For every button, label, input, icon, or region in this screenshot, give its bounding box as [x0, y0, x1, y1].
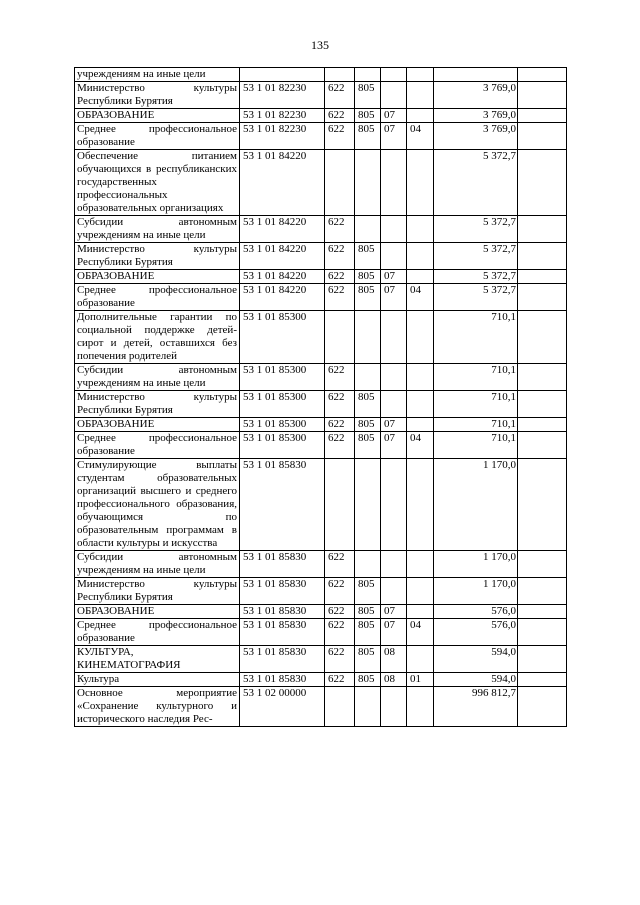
target-code-cell: 53 1 01 85830 [240, 646, 325, 673]
subsection-code-cell [407, 687, 434, 727]
row-name-cell: КУЛЬТУРА, КИНЕМАТОГРАФИЯ [75, 646, 240, 673]
section-code-cell [381, 364, 407, 391]
table-row [75, 123, 567, 150]
empty-cell [518, 578, 567, 605]
row-name-cell: Субсидии автономным учреждениям на иные цели [75, 216, 240, 243]
table-row [75, 82, 567, 109]
ministry-code-cell [355, 311, 381, 364]
budget-table [74, 67, 567, 727]
section-code-cell [381, 391, 407, 418]
ministry-code-cell: 805 [355, 82, 381, 109]
table-row [75, 270, 567, 284]
amount-cell [434, 68, 518, 82]
section-code-cell [381, 150, 407, 216]
expense-type-cell [325, 150, 355, 216]
target-code-cell: 53 1 01 85830 [240, 551, 325, 578]
target-code-cell: 53 1 01 84220 [240, 216, 325, 243]
ministry-code-cell: 805 [355, 284, 381, 311]
ministry-code-cell: 805 [355, 605, 381, 619]
target-code-cell: 53 1 01 82230 [240, 123, 325, 150]
ministry-code-cell: 805 [355, 432, 381, 459]
table-row [75, 284, 567, 311]
empty-cell [518, 109, 567, 123]
section-code-cell: 07 [381, 284, 407, 311]
subsection-code-cell [407, 270, 434, 284]
expense-type-cell: 622 [325, 578, 355, 605]
empty-cell [518, 82, 567, 109]
amount-cell: 5 372,7 [434, 284, 518, 311]
subsection-code-cell [407, 459, 434, 551]
row-name-cell: Субсидии автономным учреждениям на иные цели [75, 364, 240, 391]
row-name-cell: Министерство культуры Республики Бурятия [75, 82, 240, 109]
table-row [75, 432, 567, 459]
target-code-cell: 53 1 01 84220 [240, 243, 325, 270]
subsection-code-cell [407, 551, 434, 578]
expense-type-cell: 622 [325, 646, 355, 673]
subsection-code-cell [407, 216, 434, 243]
row-name-cell: Министерство культуры Республики Бурятия [75, 391, 240, 418]
subsection-code-cell: 04 [407, 619, 434, 646]
row-name-cell: Субсидии автономным учреждениям на иные цели [75, 551, 240, 578]
table-row [75, 687, 567, 727]
target-code-cell: 53 1 01 85830 [240, 605, 325, 619]
empty-cell [518, 311, 567, 364]
target-code-cell: 53 1 01 84220 [240, 284, 325, 311]
target-code-cell: 53 1 01 85300 [240, 391, 325, 418]
amount-cell: 996 812,7 [434, 687, 518, 727]
target-code-cell: 53 1 01 85300 [240, 418, 325, 432]
expense-type-cell: 622 [325, 418, 355, 432]
row-name-cell: Среднее профессиональное образование [75, 619, 240, 646]
subsection-code-cell [407, 68, 434, 82]
subsection-code-cell: 04 [407, 432, 434, 459]
expense-type-cell: 622 [325, 123, 355, 150]
expense-type-cell: 622 [325, 605, 355, 619]
target-code-cell: 53 1 01 84220 [240, 270, 325, 284]
amount-cell: 594,0 [434, 646, 518, 673]
ministry-code-cell: 805 [355, 418, 381, 432]
section-code-cell: 07 [381, 109, 407, 123]
section-code-cell [381, 687, 407, 727]
empty-cell [518, 270, 567, 284]
subsection-code-cell [407, 150, 434, 216]
amount-cell: 594,0 [434, 673, 518, 687]
row-name-cell: Дополнительные гарантии по социальной поддержке детей-сирот и детей, оставшихся без попечения родителей [75, 311, 240, 364]
ministry-code-cell [355, 150, 381, 216]
section-code-cell [381, 216, 407, 243]
table-row [75, 459, 567, 551]
section-code-cell: 07 [381, 123, 407, 150]
expense-type-cell: 622 [325, 82, 355, 109]
table-body [75, 68, 567, 727]
amount-cell: 1 170,0 [434, 578, 518, 605]
subsection-code-cell [407, 82, 434, 109]
amount-cell: 710,1 [434, 311, 518, 364]
expense-type-cell: 622 [325, 270, 355, 284]
empty-cell [518, 673, 567, 687]
row-name-cell: Обеспечение питанием обучающихся в республиканских государственных профессиональных образовательных организациях [75, 150, 240, 216]
target-code-cell: 53 1 01 85300 [240, 432, 325, 459]
empty-cell [518, 243, 567, 270]
table-row [75, 364, 567, 391]
target-code-cell: 53 1 01 85830 [240, 619, 325, 646]
target-code-cell: 53 1 01 85830 [240, 578, 325, 605]
section-code-cell: 07 [381, 619, 407, 646]
subsection-code-cell: 01 [407, 673, 434, 687]
table-row [75, 109, 567, 123]
subsection-code-cell [407, 605, 434, 619]
expense-type-cell [325, 459, 355, 551]
expense-type-cell [325, 687, 355, 727]
amount-cell: 3 769,0 [434, 123, 518, 150]
row-name-cell: учреждениям на иные цели [75, 68, 240, 82]
section-code-cell: 07 [381, 418, 407, 432]
row-name-cell: Культура [75, 673, 240, 687]
row-name-cell: Основное мероприятие «Сохранение культурного и исторического наследия Рес- [75, 687, 240, 727]
amount-cell: 710,1 [434, 432, 518, 459]
amount-cell: 710,1 [434, 364, 518, 391]
row-name-cell: ОБРАЗОВАНИЕ [75, 270, 240, 284]
target-code-cell: 53 1 01 85300 [240, 364, 325, 391]
expense-type-cell: 622 [325, 216, 355, 243]
section-code-cell [381, 551, 407, 578]
section-code-cell [381, 578, 407, 605]
amount-cell: 710,1 [434, 418, 518, 432]
table-row [75, 391, 567, 418]
amount-cell: 1 170,0 [434, 551, 518, 578]
table-row [75, 673, 567, 687]
amount-cell: 5 372,7 [434, 150, 518, 216]
section-code-cell: 08 [381, 646, 407, 673]
section-code-cell: 07 [381, 270, 407, 284]
ministry-code-cell: 805 [355, 673, 381, 687]
amount-cell: 1 170,0 [434, 459, 518, 551]
subsection-code-cell: 04 [407, 123, 434, 150]
table-row [75, 619, 567, 646]
subsection-code-cell: 04 [407, 284, 434, 311]
target-code-cell: 53 1 01 85300 [240, 311, 325, 364]
subsection-code-cell [407, 109, 434, 123]
expense-type-cell: 622 [325, 243, 355, 270]
amount-cell: 576,0 [434, 605, 518, 619]
amount-cell: 5 372,7 [434, 243, 518, 270]
page-number: 135 [311, 38, 329, 52]
row-name-cell: Среднее профессиональное образование [75, 284, 240, 311]
target-code-cell: 53 1 01 85830 [240, 673, 325, 687]
row-name-cell: Министерство культуры Республики Бурятия [75, 243, 240, 270]
section-code-cell: 08 [381, 673, 407, 687]
row-name-cell: Стимулирующие выплаты студентам образовательных организаций высшего и среднего профессионального образования, обучающимся по образовательным программам в области культуры и искусства [75, 459, 240, 551]
subsection-code-cell [407, 243, 434, 270]
subsection-code-cell [407, 391, 434, 418]
row-name-cell: Министерство культуры Республики Бурятия [75, 578, 240, 605]
target-code-cell: 53 1 02 00000 [240, 687, 325, 727]
table-row [75, 243, 567, 270]
expense-type-cell: 622 [325, 619, 355, 646]
table-row [75, 578, 567, 605]
empty-cell [518, 619, 567, 646]
expense-type-cell [325, 311, 355, 364]
section-code-cell: 07 [381, 432, 407, 459]
empty-cell [518, 646, 567, 673]
empty-cell [518, 364, 567, 391]
table-row [75, 216, 567, 243]
table-row [75, 646, 567, 673]
empty-cell [518, 418, 567, 432]
row-name-cell: Среднее профессиональное образование [75, 432, 240, 459]
subsection-code-cell [407, 311, 434, 364]
ministry-code-cell [355, 687, 381, 727]
table-row [75, 551, 567, 578]
amount-cell: 5 372,7 [434, 270, 518, 284]
expense-type-cell: 622 [325, 284, 355, 311]
section-code-cell [381, 243, 407, 270]
empty-cell [518, 432, 567, 459]
target-code-cell: 53 1 01 82230 [240, 109, 325, 123]
subsection-code-cell [407, 418, 434, 432]
row-name-cell: Среднее профессиональное образование [75, 123, 240, 150]
expense-type-cell: 622 [325, 391, 355, 418]
ministry-code-cell: 805 [355, 391, 381, 418]
row-name-cell: ОБРАЗОВАНИЕ [75, 605, 240, 619]
amount-cell: 576,0 [434, 619, 518, 646]
ministry-code-cell [355, 68, 381, 82]
ministry-code-cell [355, 216, 381, 243]
empty-cell [518, 284, 567, 311]
row-name-cell: ОБРАЗОВАНИЕ [75, 109, 240, 123]
target-code-cell [240, 68, 325, 82]
table-row [75, 605, 567, 619]
row-name-cell: ОБРАЗОВАНИЕ [75, 418, 240, 432]
ministry-code-cell: 805 [355, 123, 381, 150]
ministry-code-cell: 805 [355, 578, 381, 605]
empty-cell [518, 687, 567, 727]
expense-type-cell: 622 [325, 109, 355, 123]
table-row [75, 68, 567, 82]
empty-cell [518, 459, 567, 551]
target-code-cell: 53 1 01 85830 [240, 459, 325, 551]
target-code-cell: 53 1 01 84220 [240, 150, 325, 216]
amount-cell: 3 769,0 [434, 109, 518, 123]
empty-cell [518, 605, 567, 619]
section-code-cell: 07 [381, 605, 407, 619]
expense-type-cell [325, 68, 355, 82]
table-row [75, 311, 567, 364]
subsection-code-cell [407, 646, 434, 673]
empty-cell [518, 123, 567, 150]
section-code-cell [381, 82, 407, 109]
empty-cell [518, 391, 567, 418]
ministry-code-cell [355, 551, 381, 578]
subsection-code-cell [407, 364, 434, 391]
ministry-code-cell [355, 459, 381, 551]
expense-type-cell: 622 [325, 364, 355, 391]
amount-cell: 710,1 [434, 391, 518, 418]
amount-cell: 3 769,0 [434, 82, 518, 109]
amount-cell: 5 372,7 [434, 216, 518, 243]
table-row [75, 150, 567, 216]
ministry-code-cell: 805 [355, 619, 381, 646]
expense-type-cell: 622 [325, 551, 355, 578]
expense-type-cell: 622 [325, 432, 355, 459]
table-row [75, 418, 567, 432]
empty-cell [518, 68, 567, 82]
section-code-cell [381, 459, 407, 551]
empty-cell [518, 551, 567, 578]
target-code-cell: 53 1 01 82230 [240, 82, 325, 109]
empty-cell [518, 216, 567, 243]
section-code-cell [381, 68, 407, 82]
ministry-code-cell: 805 [355, 109, 381, 123]
ministry-code-cell: 805 [355, 243, 381, 270]
ministry-code-cell: 805 [355, 270, 381, 284]
section-code-cell [381, 311, 407, 364]
expense-type-cell: 622 [325, 673, 355, 687]
subsection-code-cell [407, 578, 434, 605]
empty-cell [518, 150, 567, 216]
ministry-code-cell: 805 [355, 646, 381, 673]
ministry-code-cell [355, 364, 381, 391]
